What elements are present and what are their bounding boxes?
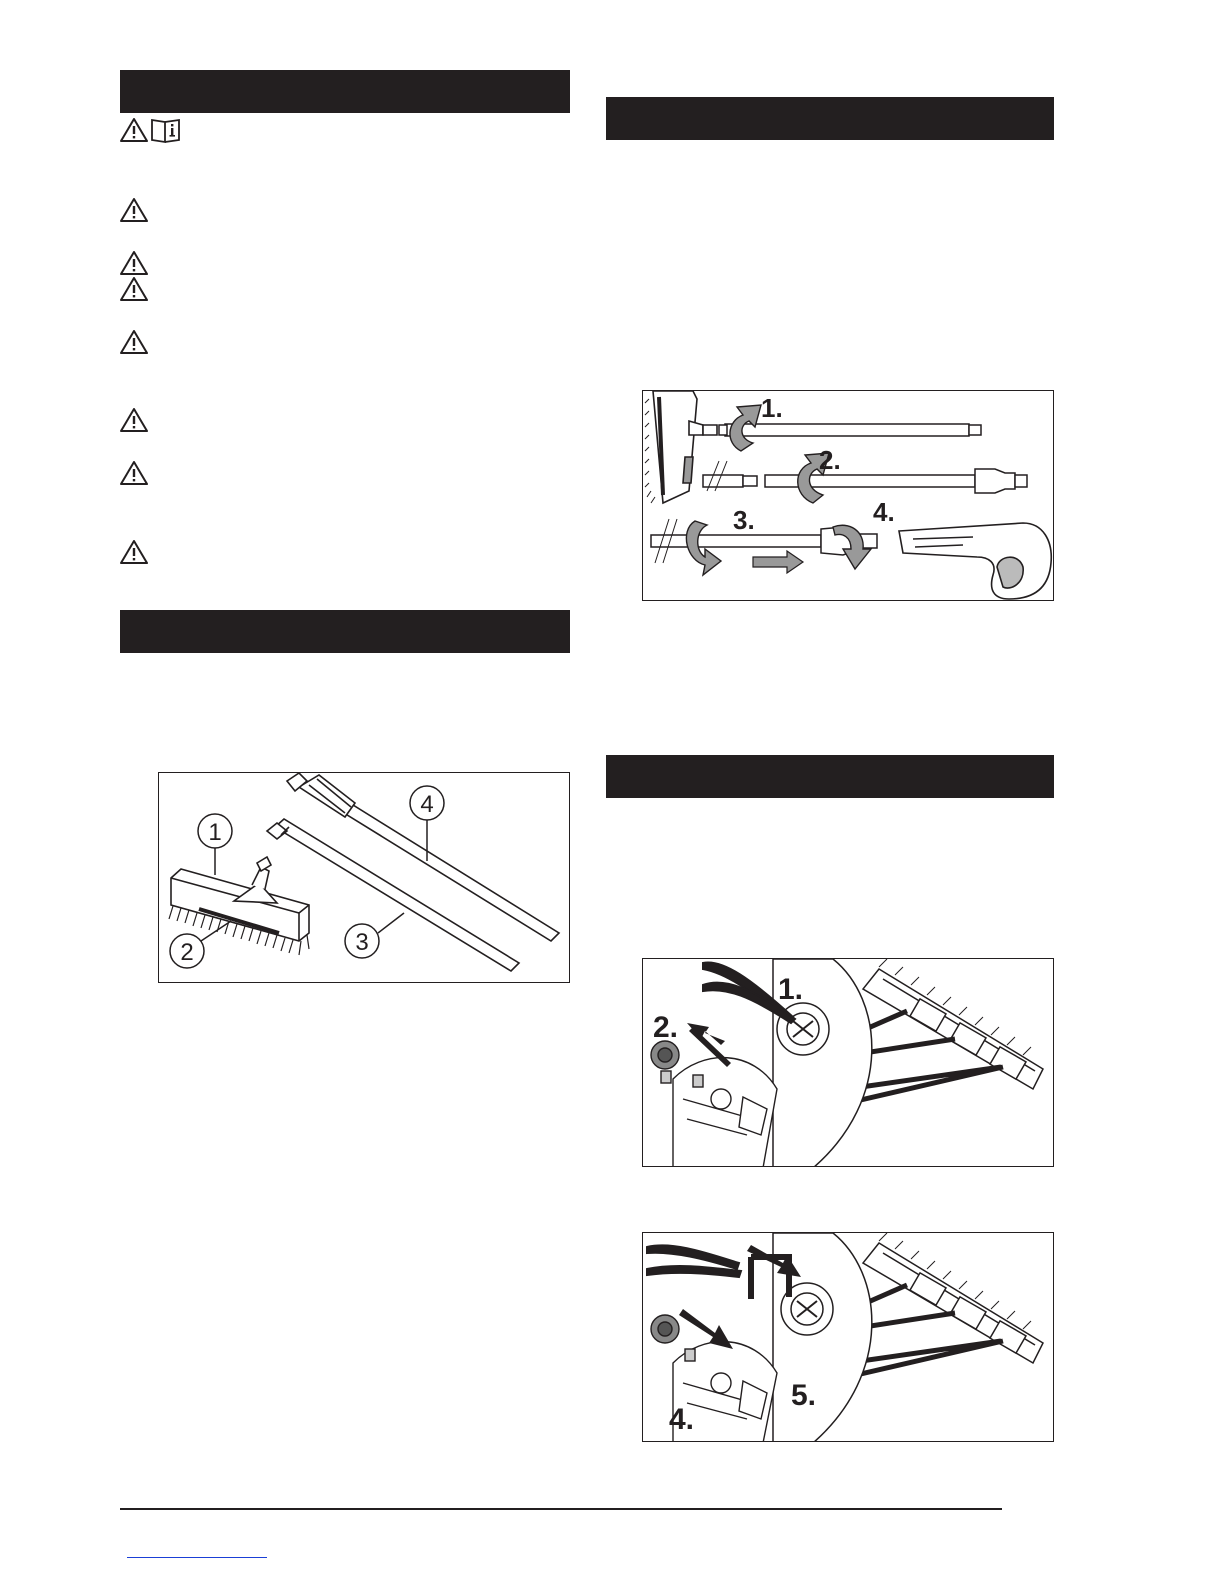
warning-icon: [120, 276, 148, 307]
rotate-arrow-step-3: [686, 521, 721, 575]
nozzle-insertion-step-4-label: 4.: [669, 1403, 695, 1436]
spray-gun-illustration: [899, 523, 1051, 599]
footer-rule: [120, 1508, 1002, 1510]
assembly-step-4-label: 4.: [873, 497, 895, 527]
warning-icon: [120, 407, 148, 438]
brush-side-bristles: [645, 399, 655, 503]
nozzle-insertion-step-5-label: 5.: [791, 1379, 817, 1412]
nozzle-removal-step-2-label: 2.: [653, 1011, 679, 1044]
section-header-bar-1: [120, 70, 570, 113]
insert-arrow-lower: [679, 1309, 733, 1349]
warning-icon: [120, 197, 148, 228]
warning-manual-icon-group: [120, 116, 184, 149]
warning-icon: [120, 539, 148, 570]
tube-step-2: [703, 469, 1027, 493]
figure-assembly-steps: [642, 390, 1054, 601]
brush-head-illustration: [171, 857, 309, 941]
warning-icon: [120, 460, 148, 491]
warning-icon: [121, 119, 147, 141]
callout-3: [345, 913, 404, 958]
assembly-step-2-label: 2.: [819, 445, 841, 475]
callout-2-label: 2: [180, 939, 194, 966]
section-header-bar-3: [606, 97, 1054, 140]
callout-4-label: 4: [420, 791, 434, 818]
tube-step-1: [719, 424, 981, 436]
brush-nozzle-row: [863, 969, 1043, 1089]
nozzle-insert-parts: [651, 1315, 695, 1361]
figure-nozzle-insertion: [642, 1232, 1054, 1442]
push-arrow: [753, 551, 803, 573]
section-header-bar-2: [120, 610, 570, 653]
section-header-bar-4: [606, 755, 1054, 798]
assembly-step-1-label: 1.: [761, 393, 783, 423]
callout-1-label: 1: [208, 819, 222, 846]
warning-icon: [120, 329, 148, 360]
brush-nozzle-row: [863, 1243, 1043, 1363]
callout-2: [170, 921, 231, 968]
figure-parts-overview: [158, 772, 570, 983]
pliers-icon: [647, 1245, 741, 1277]
figure-nozzle-removal: [642, 958, 1054, 1167]
assembly-step-3-label: 3.: [733, 505, 755, 535]
footer-link-underline[interactable]: [127, 1557, 267, 1558]
read-manual-icon: [152, 120, 179, 142]
small-magnified-view: [673, 1058, 777, 1167]
callout-3-label: 3: [355, 929, 369, 956]
nozzle-removal-step-1-label: 1.: [778, 973, 804, 1006]
